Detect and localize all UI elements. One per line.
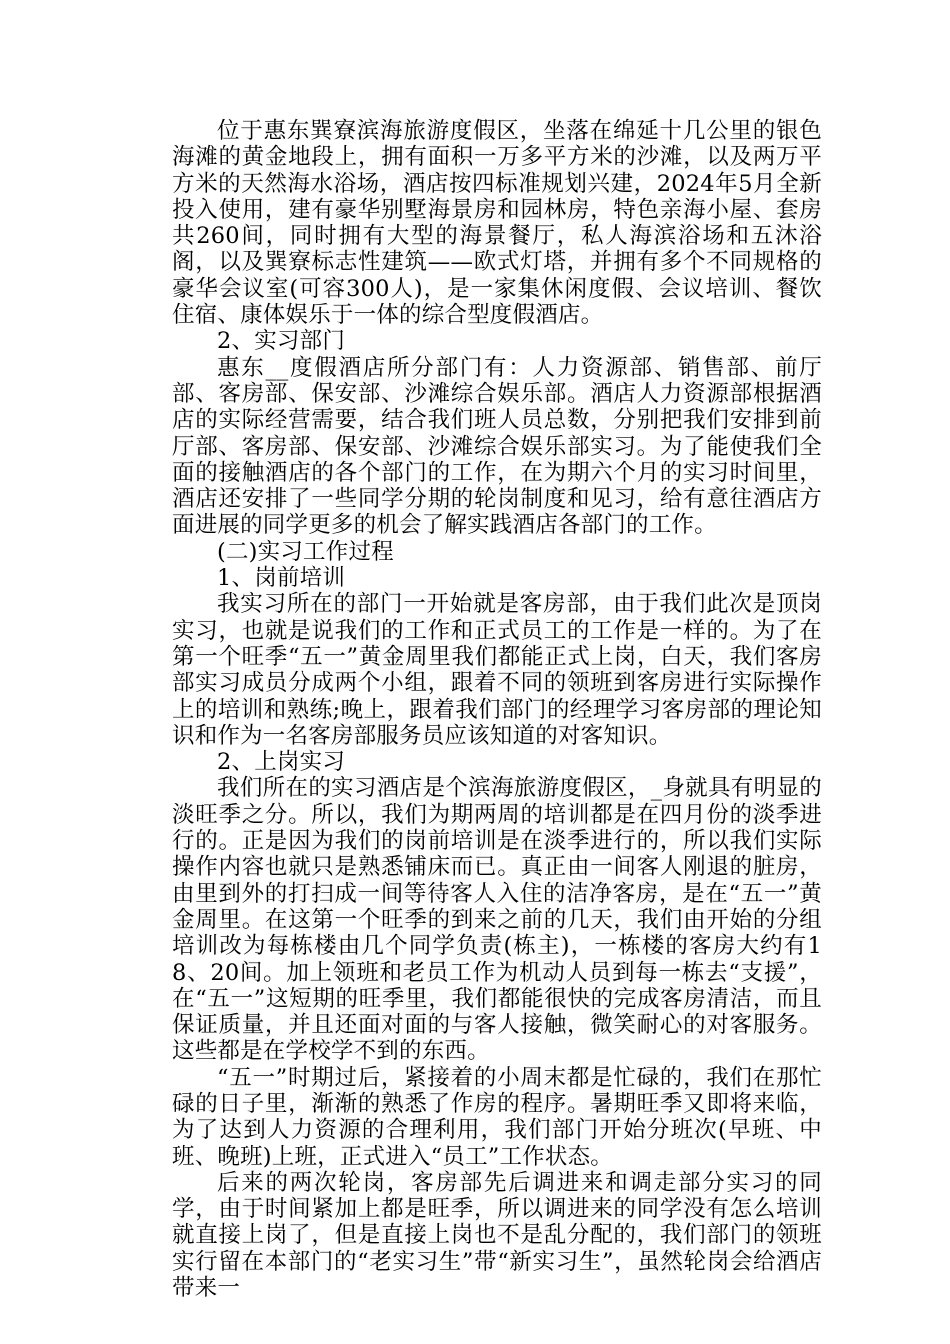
- section-heading-on-job-internship: 2、上岗实习: [217, 749, 346, 776]
- paragraph-after-may-day: “五一”时期过后，紧接着的小周末都是忙碌的，我们在那忙碌的日子里，渐渐的熟悉了作房的程序。暑期旺季又即将来临，为了达到人力资源的合理利用，我们部门开始分班次(早班、中班、晚班)上班，正式进入“员工”工作状态。: [172, 1064, 822, 1170]
- section-heading-work-process: (二)实习工作过程: [217, 538, 394, 565]
- paragraph-on-job-internship: 我们所在的实习酒店是个滨海旅游度假区，_身就具有明显的淡旺季之分。所以，我们为期两周的培训都是在四月份的淡季进行的。正是因为我们的岗前培训是在淡季进行的，所以我们实际操作内容也就只是熟悉铺床而已。真正由一间客人刚退的脏房，由里到外的打扫成一间等待客人入住的洁净客房，是在“五一”黄金周里。在这第一个旺季的到来之前的几天，我们由开始的分组培训改为每栋楼由几个同学负责(栋主)，一栋楼的客房大约有18、20间。加上领班和老员工作为机动人员到每一栋去“支援”，在“五一”这短期的旺季里，我们都能很快的完成客房清洁，而且保证质量，并且还面对面的与客人接触，微笑耐心的对客服务。这些都是在学校学不到的东西。: [172, 775, 822, 1065]
- section-heading-pre-job-training: 1、岗前培训: [217, 565, 346, 592]
- paragraph-pre-job-training: 我实习所在的部门一开始就是客房部，由于我们此次是顶岗实习，也就是说我们的工作和正式员工的工作是一样的。为了在第一个旺季“五一”黄金周里我们都能正式上岗，白天，我们客房部实习成员分成两个小组，跟着不同的领班到客房进行实际操作上的培训和熟练;晚上，跟着我们部门的经理学习客房部的理论知识和作为一名客房部服务员应该知道的对客知识。: [172, 591, 822, 749]
- document-page: [172, 118, 822, 1301]
- paragraph-departments: 惠东__度假酒店所分部门有：人力资源部、销售部、前厅部、客房部、保安部、沙滩综合娱乐部。酒店人力资源部根据酒店的实际经营需要，结合我们班人员总数，分别把我们安排到前厅部、客房部、保安部、沙滩综合娱乐部实习。为了能使我们全面的接触酒店的各个部门的工作，在为期六个月的实习时间里，酒店还安排了一些同学分期的轮岗制度和见习，给有意往酒店方面进展的同学更多的机会了解实践酒店各部门的工作。: [172, 354, 822, 539]
- section-heading-internship-departments: 2、实习部门: [217, 328, 346, 355]
- paragraph-hotel-intro: 位于惠东巽寮滨海旅游度假区，坐落在绵延十几公里的银色海滩的黄金地段上，拥有面积一万多平方米的沙滩，以及两万平方米的天然海水浴场，酒店按四标准规划兴建，2024年5月全新投入使用，建有豪华别墅海景房和园林房，特色亲海小屋、套房共260间，同时拥有大型的海景餐厅，私人海滨浴场和五沐浴阁，以及巽寮标志性建筑——欧式灯塔，并拥有多个不同规格的豪华会议室(可容300人)，是一家集休闲度假、会议培训、餐饮住宿、康体娱乐于一体的综合型度假酒店。: [172, 118, 822, 329]
- paragraph-job-rotation: 后来的两次轮岗，客房部先后调进来和调走部分实习的同学，由于时间紧加上都是旺季，所以调进来的同学没有怎么培训就直接上岗了，但是直接上岗也不是乱分配的，我们部门的领班实行留在本部门的“老实习生”带“新实习生”，虽然轮岗会给酒店带来一: [172, 1169, 822, 1302]
